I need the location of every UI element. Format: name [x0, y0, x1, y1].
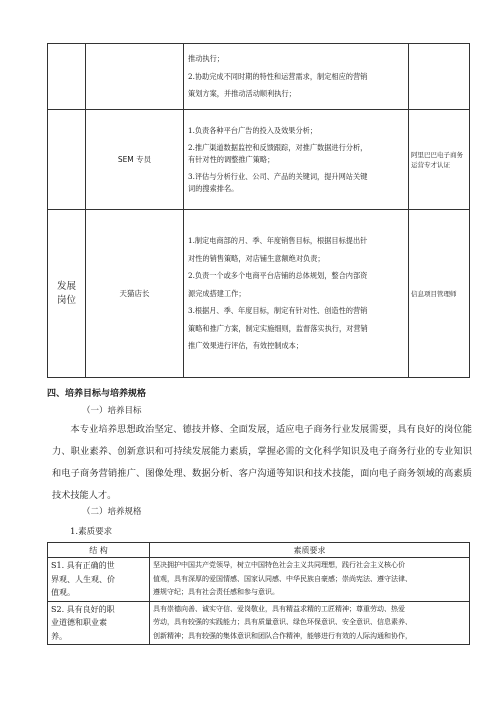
- structure-cell: [48, 601, 150, 645]
- duty-line: 1.负责各种平台广告的投入及效果分析；: [188, 125, 318, 135]
- certificate-cell: 信息项目管理师: [409, 210, 470, 378]
- table-row: [48, 44, 470, 110]
- structure-line: 业道德和职业素: [51, 618, 107, 627]
- table-row: [48, 110, 470, 210]
- position-cell: SEM 专员: [86, 110, 184, 210]
- requirement-line: 值观，具有深厚的爱国情感、国家认同感、中华民族自豪感；崇尚宪法、遵守法律、: [153, 574, 412, 583]
- table-row: [48, 210, 470, 378]
- table-header-row: [48, 543, 470, 558]
- duty-line: 3.评估与分析行业、公司、产品的关键词，提升网站关键: [188, 172, 368, 182]
- duty-line: 策略和推广方案，制定实施细则，监督落实执行，对营销: [188, 323, 368, 333]
- structure-line: S1. 具有正确的世: [51, 561, 115, 570]
- structure-line: 界观、人生观、价: [51, 574, 115, 584]
- structure-line: 养。: [51, 631, 67, 641]
- position-cell: 天猫店长: [86, 210, 184, 378]
- duty-line: 2.负责一个或多个电商平台店铺的总体规划，整合内部资: [188, 271, 368, 281]
- subheading-quality-requirements: 1.素质要求: [70, 527, 113, 537]
- duty-line: 3.根据月、季、年度目标，制定有针对性、创造性的营销: [188, 306, 368, 316]
- requirement-cell: [150, 601, 470, 645]
- category-cell: [48, 110, 86, 210]
- position-cell: [86, 44, 184, 110]
- duty-line: 2.推广渠道数据监控和反馈跟踪，对推广数据进行分析，: [188, 143, 368, 153]
- subheading-training-goal: （一）培养目标: [82, 406, 142, 416]
- duty-line: 策划方案，并推动活动顺利执行；: [188, 89, 296, 99]
- duty-line: 2.协助完成不同时期的特性和运营需求，制定相应的营销: [188, 71, 368, 81]
- quality-requirements-table: [47, 542, 470, 645]
- structure-cell: [48, 558, 150, 602]
- certificate-cell: 阿里巴巴电子商务运营专才认证: [409, 110, 470, 210]
- requirement-line: 劳动，具有较强的实践能力；具有质量意识、绿色环保意识、安全意识、信息素养、: [153, 618, 412, 626]
- section-heading: 四、培养目标与培养规格: [47, 389, 147, 399]
- category-cell: 发展岗位: [48, 210, 86, 378]
- table-row: [48, 558, 470, 602]
- header-requirement: 素质要求: [150, 543, 470, 558]
- training-goal-paragraph: 本专业培养思想政治坚定、德技并修、全面发展，适应电子商务行业发展需要，具有良好的岗位能力、职业素养、创新意识和可持续发展能力素质，掌握必需的文化科学知识及电子商务行业的专业知识和电子商务营销推广、图像处理、数据分析、客户沟通等知识和技术技能，面向电子商务领域的高素质技术技能人才。: [52, 424, 472, 501]
- duty-cell: [184, 44, 409, 110]
- job-positions-table: [47, 43, 470, 378]
- duty-line: 源完成搭建工作；: [188, 288, 246, 298]
- duty-line: 有针对性的调整推广策略；: [188, 154, 275, 164]
- header-structure: 结 构: [48, 543, 150, 558]
- structure-line: S2. 具有良好的职: [51, 604, 115, 614]
- category-cell: [48, 44, 86, 110]
- structure-line: 值观。: [51, 588, 75, 597]
- requirement-line: 具有崇德向善、诚实守信、爱岗敬业，具有精益求精的工匠精神；尊重劳动、热爱: [153, 604, 405, 613]
- requirement-line: 创新精神；具有较强的集体意识和团队合作精神，能够进行有效的人际沟通和协作，: [153, 631, 412, 640]
- certificate-cell: [409, 44, 470, 110]
- table-row: [48, 601, 470, 645]
- subheading-training-spec: （二）培养规格: [82, 507, 142, 517]
- duty-line: 推广效果进行评估，有效控制成本；: [188, 341, 304, 351]
- requirement-line: 坚决拥护中国共产党领导，树立中国特色社会主义共同理想，践行社会主义核心价: [153, 561, 405, 569]
- duty-line: 1.制定电商部的月、季、年度销售目标，根据目标提出针: [188, 236, 368, 246]
- duty-cell: [184, 210, 409, 378]
- duty-line: 推动执行；: [188, 54, 224, 64]
- duty-line: 对性的销售策略，对店铺生意额绝对负责；: [188, 253, 325, 263]
- requirement-cell: [150, 558, 470, 602]
- duty-cell: [184, 110, 409, 210]
- requirement-line: 遵规守纪；具有社会责任感和参与意识。: [153, 588, 279, 596]
- duty-line: 词的搜索排名。: [188, 183, 239, 193]
